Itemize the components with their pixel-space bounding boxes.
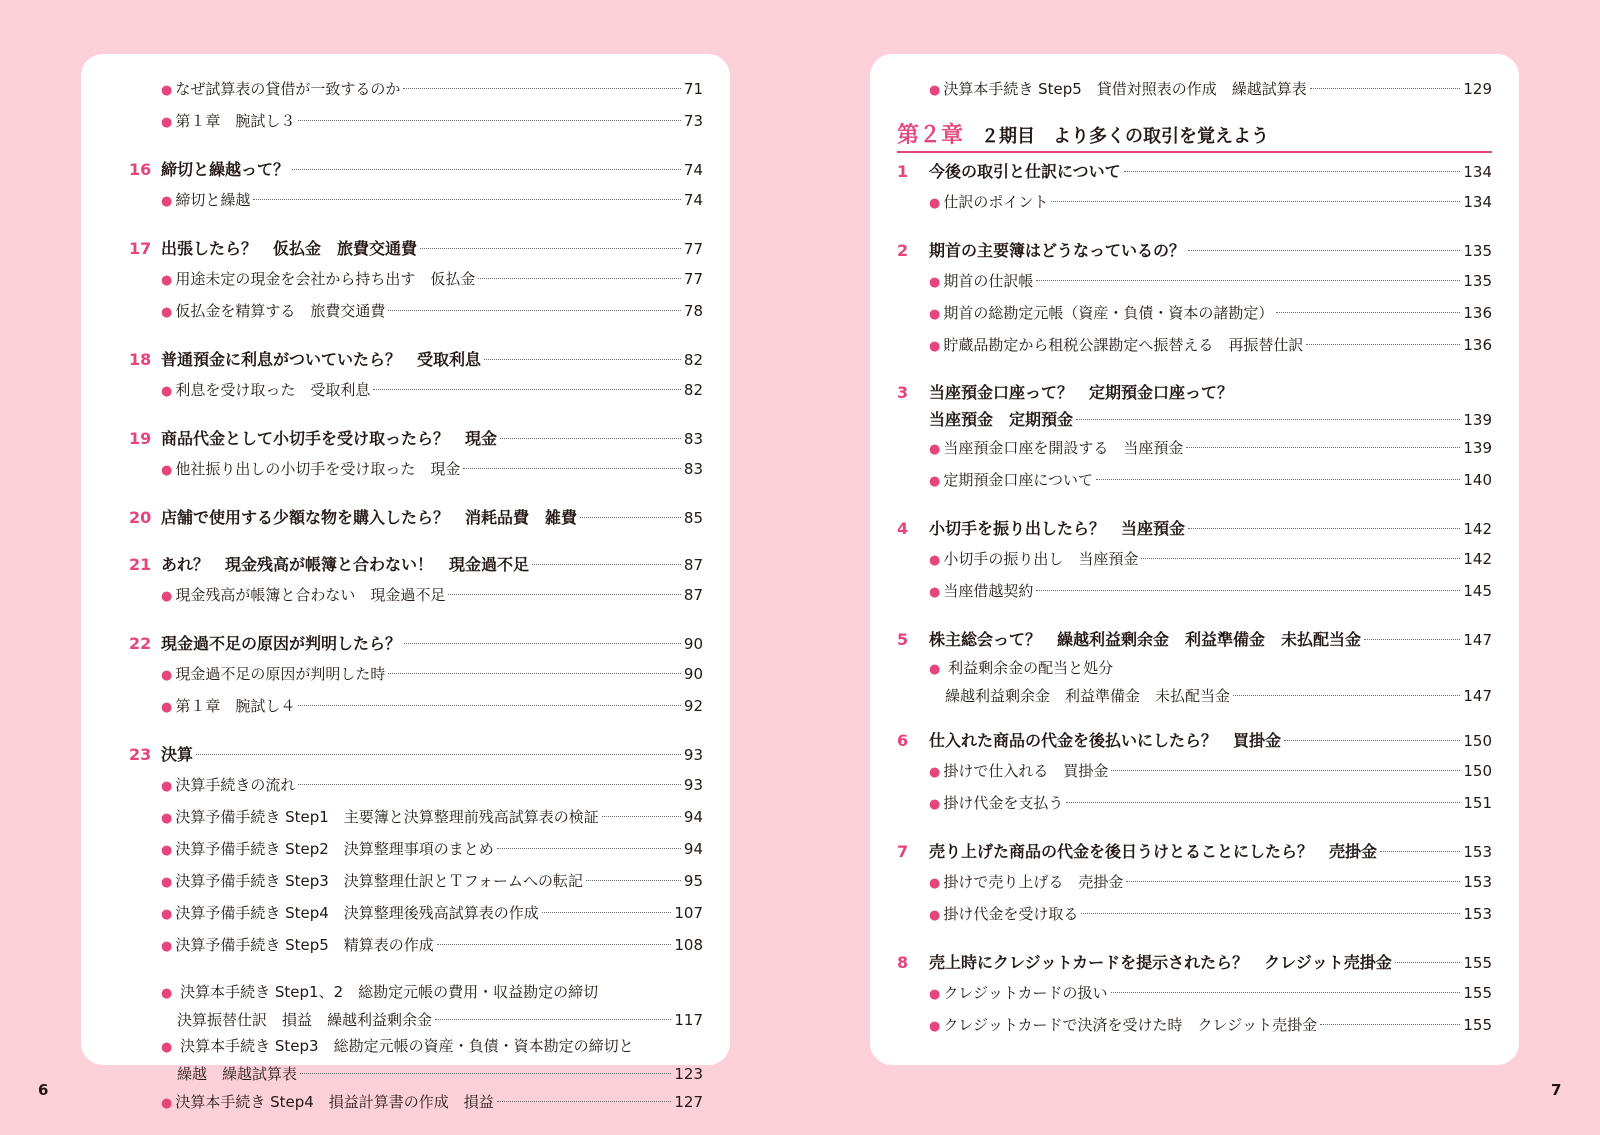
- toc-page-number: 153: [1463, 905, 1492, 923]
- bullet-icon: ●: [929, 474, 941, 489]
- leader-dots: [388, 673, 681, 674]
- bullet-icon: ●: [929, 196, 941, 211]
- leader-dots: [435, 1019, 671, 1020]
- toc-page-number: 134: [1463, 193, 1492, 211]
- leader-dots: [420, 248, 681, 249]
- bullet-icon: ●: [161, 1096, 173, 1111]
- toc-page-number: 147: [1463, 631, 1492, 649]
- toc-page-number: 153: [1463, 873, 1492, 891]
- toc-page-number: 71: [683, 80, 703, 98]
- bullet-icon: ●: [929, 987, 941, 1002]
- leader-dots: [1111, 992, 1461, 993]
- toc-item-title: 掛け代金を受け取る: [943, 905, 1079, 923]
- section-title: 決算: [161, 745, 194, 764]
- chapter-heading: [897, 118, 1492, 153]
- toc-item-multiline[interactable]: [129, 1033, 703, 1087]
- leader-dots: [1036, 280, 1460, 281]
- toc-item[interactable]: [129, 296, 703, 328]
- toc-item[interactable]: [897, 1010, 1492, 1042]
- toc-item[interactable]: [129, 802, 703, 834]
- toc-page-number: 94: [683, 808, 703, 826]
- toc-page-number: 74: [683, 191, 703, 209]
- toc-section-heading[interactable]: [129, 424, 703, 454]
- toc-item-title-continued: 決算振替仕訳 損益 繰越利益剰余金: [177, 1011, 433, 1029]
- bullet-icon: ●: [161, 986, 173, 1001]
- toc-item[interactable]: [129, 580, 703, 612]
- toc-page-number: 90: [683, 635, 703, 653]
- leader-dots: [1081, 913, 1460, 914]
- bullet-icon: ●: [161, 700, 173, 715]
- toc-page-number: 147: [1463, 687, 1492, 705]
- bullet-icon: ●: [929, 876, 941, 891]
- leader-dots: [1306, 344, 1460, 345]
- toc-page-number: 153: [1463, 843, 1492, 861]
- toc-item-multiline[interactable]: [129, 979, 703, 1033]
- bullet-icon: ●: [929, 442, 941, 457]
- toc-page-number: 90: [683, 665, 703, 683]
- toc-item-title: 貯蔵品勘定から租税公課勘定へ振替える 再振替仕訳: [943, 336, 1304, 354]
- toc-item-title: 小切手の振り出し 当座預金: [943, 550, 1139, 568]
- toc-item[interactable]: [897, 899, 1492, 931]
- toc-page-number: 95: [683, 872, 703, 890]
- section-title: 仕入れた商品の代金を後払いにしたら？ 買掛金: [929, 731, 1282, 750]
- section-title: 現金過不足の原因が判明したら？: [161, 634, 402, 653]
- leader-dots: [500, 438, 681, 439]
- leader-dots: [253, 199, 681, 200]
- leader-dots: [1284, 740, 1460, 741]
- section-number: 20: [129, 508, 152, 527]
- leader-dots: [1076, 419, 1460, 420]
- toc-page-number: 87: [683, 586, 703, 604]
- toc-item[interactable]: [129, 106, 703, 138]
- page-number-left: 6: [38, 1081, 49, 1099]
- toc-section: [129, 155, 703, 217]
- toc-page-number: 108: [674, 936, 703, 954]
- leader-dots: [1124, 171, 1461, 172]
- bullet-icon: ●: [161, 875, 173, 890]
- toc-item[interactable]: [129, 834, 703, 866]
- toc-item-title: 決算本手続き Step1、2 総勘定元帳の費用・収益勘定の締切: [180, 983, 599, 1001]
- toc-page-number: 93: [683, 746, 703, 764]
- chapter-label: 第２章: [897, 123, 964, 148]
- leader-dots: [1188, 528, 1460, 529]
- leader-dots: [1126, 881, 1460, 882]
- leader-dots: [298, 784, 681, 785]
- leader-dots: [298, 120, 681, 121]
- section-number: 17: [129, 239, 152, 258]
- toc-page-number: 136: [1463, 336, 1492, 354]
- leader-dots: [1276, 312, 1460, 313]
- toc-section-heading[interactable]: [897, 514, 1492, 544]
- section-title: 普通預金に利息がついていたら？ 受取利息: [161, 350, 482, 369]
- toc-item-title: 第１章 腕試し４: [175, 697, 296, 715]
- toc-page-number: 77: [683, 240, 703, 258]
- toc-page-number: 134: [1463, 163, 1492, 181]
- toc-item-title: 決算予備手続き Step5 精算表の作成: [175, 936, 434, 954]
- toc-page-number: 82: [683, 381, 703, 399]
- leader-dots: [298, 705, 681, 706]
- bullet-icon: ●: [929, 339, 941, 354]
- toc-item-title: 決算手続きの流れ: [175, 776, 296, 794]
- section-title: 店舗で使用する少額な物を購入したら？ 消耗品費 雑費: [161, 508, 578, 527]
- toc-page-number: 74: [683, 161, 703, 179]
- toc-item[interactable]: [129, 1087, 703, 1119]
- toc-item-title: 他社振り出しの小切手を受け取った 現金: [175, 460, 461, 478]
- toc-section: [897, 625, 1492, 709]
- toc-item-title-continued: 繰越 繰越試算表: [177, 1065, 298, 1083]
- leader-dots: [602, 816, 681, 817]
- bullet-icon: ●: [161, 83, 173, 98]
- toc-item[interactable]: [897, 187, 1492, 219]
- toc-page-number: 150: [1463, 762, 1492, 780]
- bullet-icon: ●: [161, 463, 173, 478]
- bullet-icon: ●: [161, 273, 173, 288]
- left-page: [81, 54, 730, 1111]
- toc-item[interactable]: [897, 756, 1492, 788]
- section-number: 21: [129, 555, 152, 574]
- toc-item-title: 決算本手続き Step3 総勘定元帳の資産・負債・資本勘定の締切と: [180, 1037, 634, 1055]
- toc-item[interactable]: [897, 465, 1492, 497]
- section-title: 出張したら？ 仮払金 旅費交通費: [161, 239, 418, 258]
- page-number-right: 7: [1551, 1081, 1562, 1099]
- leader-dots: [1111, 770, 1460, 771]
- toc-item[interactable]: [129, 264, 703, 296]
- section-number: 16: [129, 160, 152, 179]
- toc-item[interactable]: [129, 454, 703, 486]
- toc-section: [129, 550, 703, 612]
- toc-item[interactable]: [897, 74, 1492, 106]
- toc-section: [897, 514, 1492, 608]
- toc-section: [129, 234, 703, 328]
- leader-dots: [532, 564, 681, 565]
- leader-dots: [1380, 851, 1460, 852]
- toc-item-title: 第１章 腕試し３: [175, 112, 296, 130]
- toc-item-title: 利益剰余金の配当と処分: [948, 659, 1114, 677]
- toc-item[interactable]: [129, 185, 703, 217]
- section-number: 23: [129, 745, 152, 764]
- toc-section: [129, 345, 703, 407]
- toc-sections-right-c: [897, 726, 1492, 1042]
- toc-page-number: 135: [1463, 272, 1492, 290]
- leader-dots: [1320, 1024, 1460, 1025]
- toc-section: [897, 236, 1492, 362]
- toc-item-title: 決算本手続き Step4 損益計算書の作成 損益: [175, 1093, 494, 1111]
- toc-item-title: 定期預金口座について: [943, 471, 1094, 489]
- section-title: 株主総会って？ 繰越利益剰余金 利益準備金 未払配当金: [929, 630, 1362, 649]
- toc-page-number: 139: [1463, 439, 1492, 457]
- bullet-icon: ●: [161, 115, 173, 130]
- leader-dots: [196, 754, 681, 755]
- toc-item[interactable]: [897, 544, 1492, 576]
- toc-item[interactable]: [897, 978, 1492, 1010]
- toc-section-heading[interactable]: [897, 726, 1492, 756]
- toc-item-title: 期首の総勘定元帳（資産・負債・資本の諸勘定）: [943, 304, 1274, 322]
- toc-page-number: 73: [683, 112, 703, 130]
- leader-dots: [1051, 201, 1460, 202]
- toc-item[interactable]: [897, 433, 1492, 465]
- toc-sections-right-a: [897, 157, 1492, 362]
- toc-section: [129, 424, 703, 486]
- toc-page-number: 117: [674, 1011, 703, 1029]
- leader-dots: [437, 944, 672, 945]
- bullet-icon: ●: [161, 779, 173, 794]
- toc-item-title: 現金過不足の原因が判明した時: [175, 665, 386, 683]
- bullet-icon: ●: [161, 194, 173, 209]
- section-title: 小切手を振り出したら？ 当座預金: [929, 519, 1186, 538]
- toc-item-title: 決算予備手続き Step1 主要簿と決算整理前残高試算表の検証: [175, 808, 599, 826]
- toc-section-heading[interactable]: [129, 550, 703, 580]
- leader-dots: [1364, 639, 1460, 640]
- toc-section: [897, 379, 1492, 497]
- toc-item-title: 現金残高が帳簿と合わない 現金過不足: [175, 586, 446, 604]
- section-number: 22: [129, 634, 152, 653]
- toc-page-number: 127: [674, 1093, 703, 1111]
- toc-section-heading[interactable]: [897, 837, 1492, 867]
- toc-multi-items: [129, 979, 703, 1119]
- toc-page-number: 129: [1463, 80, 1492, 98]
- section-title: 締切と繰越って？: [161, 160, 290, 179]
- leader-dots: [1310, 88, 1461, 89]
- section-number: 19: [129, 429, 152, 448]
- section-number: 8: [897, 953, 909, 972]
- section-title: 商品代金として小切手を受け取ったら？ 現金: [161, 429, 498, 448]
- toc-item-title: 仕訳のポイント: [943, 193, 1049, 211]
- toc-section: [129, 740, 703, 962]
- toc-page-number: 78: [683, 302, 703, 320]
- section-number: 4: [897, 519, 909, 538]
- toc-item-title: 当座借越契約: [943, 582, 1034, 600]
- bullet-icon: ●: [929, 765, 941, 780]
- toc-page-number: 94: [683, 840, 703, 858]
- toc-page-number: 150: [1463, 732, 1492, 750]
- section-number: 2: [897, 241, 909, 260]
- section-title: 売り上げた商品の代金を後日うけとることにしたら？ 売掛金: [929, 842, 1378, 861]
- toc-page-number: 87: [683, 556, 703, 574]
- toc-item-title: 締切と繰越: [175, 191, 251, 209]
- toc-page-number: 142: [1463, 550, 1492, 568]
- toc-item[interactable]: [897, 576, 1492, 608]
- toc-item[interactable]: [897, 788, 1492, 820]
- toc-page-number: 151: [1463, 794, 1492, 812]
- section-title: 今後の取引と仕訳について: [929, 162, 1121, 181]
- section-title: あれ？ 現金残高が帳簿と合わない！ 現金過不足: [161, 555, 530, 574]
- toc-item-title: 用途未定の現金を会社から持ち出す 仮払金: [175, 270, 476, 288]
- leader-dots: [1066, 802, 1460, 803]
- toc-item-title: 仮払金を精算する 旅費交通費: [175, 302, 386, 320]
- toc-section: [129, 503, 703, 533]
- bullet-icon: ●: [929, 662, 941, 677]
- leader-dots: [1233, 695, 1460, 696]
- toc-section-heading[interactable]: [897, 379, 1492, 407]
- toc-section-heading[interactable]: [129, 234, 703, 264]
- toc-item-multiline[interactable]: [897, 655, 1492, 709]
- leader-dots: [292, 169, 681, 170]
- section-title: 当座預金口座って？ 定期預金口座って？: [929, 383, 1234, 402]
- bullet-icon: ●: [929, 83, 941, 98]
- leader-dots: [373, 389, 681, 390]
- leader-dots: [586, 880, 681, 881]
- leader-dots: [463, 468, 681, 469]
- toc-item-title: 決算予備手続き Step2 決算整理事項のまとめ: [175, 840, 494, 858]
- toc-section-heading[interactable]: [129, 629, 703, 659]
- toc-item-title: 決算本手続き Step5 貸借対照表の作成 繰越試算表: [943, 80, 1307, 98]
- leader-dots: [497, 1101, 672, 1102]
- bullet-icon: ●: [929, 553, 941, 568]
- toc-page-number: 85: [683, 509, 703, 527]
- leader-dots: [1395, 962, 1461, 963]
- toc-item[interactable]: [129, 659, 703, 691]
- leader-dots: [580, 517, 681, 518]
- toc-section: [897, 726, 1492, 820]
- section-number: 18: [129, 350, 152, 369]
- toc-section-heading[interactable]: [129, 155, 703, 185]
- right-page: [870, 54, 1519, 1065]
- toc-section-heading[interactable]: [897, 236, 1492, 266]
- toc-item[interactable]: [129, 770, 703, 802]
- toc-page-number: 135: [1463, 242, 1492, 260]
- toc-item-title: クレジットカードの扱い: [943, 984, 1108, 1002]
- toc-item-title: 当座預金口座を開設する 当座預金: [943, 439, 1184, 457]
- toc-section: [897, 837, 1492, 931]
- toc-item[interactable]: [129, 898, 703, 930]
- leader-dots: [388, 310, 681, 311]
- toc-section-heading[interactable]: [129, 740, 703, 770]
- toc-section: [129, 629, 703, 723]
- section-title: 売上時にクレジットカードを提示されたら？ クレジット売掛金: [929, 953, 1392, 972]
- bullet-icon: ●: [161, 907, 173, 922]
- toc-item[interactable]: [129, 375, 703, 407]
- toc-page-number: 77: [683, 270, 703, 288]
- leader-dots: [1036, 590, 1460, 591]
- toc-item[interactable]: [129, 930, 703, 962]
- bullet-icon: ●: [161, 668, 173, 683]
- bullet-icon: ●: [929, 307, 941, 322]
- bullet-icon: ●: [161, 1040, 173, 1055]
- toc-item-title: なぜ試算表の貸借が一致するのか: [175, 80, 401, 98]
- toc-page-number: 155: [1463, 1016, 1492, 1034]
- toc-item-title: クレジットカードで決済を受けた時 クレジット売掛金: [943, 1016, 1318, 1034]
- leader-dots: [497, 848, 681, 849]
- toc-page-number: 142: [1463, 520, 1492, 538]
- toc-page-number: 139: [1463, 411, 1492, 429]
- bullet-icon: ●: [161, 843, 173, 858]
- leader-dots: [1096, 479, 1460, 480]
- leader-dots: [403, 88, 681, 89]
- toc-section-heading[interactable]: [129, 345, 703, 375]
- toc-section-heading-continued[interactable]: [897, 407, 1492, 433]
- toc-page-number: 155: [1463, 984, 1492, 1002]
- leader-dots: [1141, 558, 1460, 559]
- toc-item-title: 掛けで仕入れる 買掛金: [943, 762, 1109, 780]
- section-number: 5: [897, 630, 909, 649]
- bullet-icon: ●: [929, 1019, 941, 1034]
- toc-item-title: 掛けで売り上げる 売掛金: [943, 873, 1124, 891]
- toc-item[interactable]: [897, 330, 1492, 362]
- toc-item[interactable]: [129, 74, 703, 106]
- toc-item-title-continued: 繰越利益剰余金 利益準備金 未払配当金: [945, 687, 1231, 705]
- leader-dots: [542, 912, 672, 913]
- toc-section: [897, 948, 1492, 1042]
- toc-page-number: 107: [674, 904, 703, 922]
- section-number: 1: [897, 162, 909, 181]
- leader-dots: [484, 359, 681, 360]
- toc-section-heading[interactable]: [897, 157, 1492, 187]
- section-number: 6: [897, 731, 909, 750]
- toc-item[interactable]: [129, 691, 703, 723]
- leader-dots: [478, 278, 681, 279]
- toc-page-number: 93: [683, 776, 703, 794]
- toc-page-number: 82: [683, 351, 703, 369]
- leader-dots: [404, 643, 681, 644]
- toc-page-number: 83: [683, 430, 703, 448]
- leader-dots: [300, 1073, 671, 1074]
- toc-sections-right-b: [897, 514, 1492, 608]
- toc-item[interactable]: [897, 266, 1492, 298]
- toc-item[interactable]: [129, 866, 703, 898]
- section-number: 7: [897, 842, 909, 861]
- bullet-icon: ●: [161, 811, 173, 826]
- toc-item-title: 決算予備手続き Step3 決算整理仕訳とＴフォームへの転記: [175, 872, 584, 890]
- toc-section-heading[interactable]: [129, 503, 703, 533]
- chapter-title: ２期目 より多くの取引を覚えよう: [981, 126, 1270, 147]
- leader-dots: [1186, 447, 1460, 448]
- leader-dots: [448, 594, 681, 595]
- section-title-continued: 当座預金 定期預金: [929, 410, 1074, 429]
- bullet-icon: ●: [929, 908, 941, 923]
- bullet-icon: ●: [161, 384, 173, 399]
- toc-item[interactable]: [897, 298, 1492, 330]
- toc-page-number: 145: [1463, 582, 1492, 600]
- bullet-icon: ●: [929, 275, 941, 290]
- toc-item-title: 期首の仕訳帳: [943, 272, 1034, 290]
- toc-page-number: 136: [1463, 304, 1492, 322]
- bullet-icon: ●: [161, 589, 173, 604]
- bullet-icon: ●: [929, 585, 941, 600]
- bullet-icon: ●: [161, 305, 173, 320]
- toc-page-number: 92: [683, 697, 703, 715]
- toc-section: [897, 157, 1492, 219]
- toc-section-heading[interactable]: [897, 948, 1492, 978]
- section-number: 3: [897, 383, 909, 402]
- toc-sections-left: [129, 155, 703, 962]
- toc-page-number: 83: [683, 460, 703, 478]
- toc-item-title: 決算予備手続き Step4 決算整理後残高試算表の作成: [175, 904, 539, 922]
- toc-page-number: 155: [1463, 954, 1492, 972]
- toc-page-number: 123: [674, 1065, 703, 1083]
- toc-pre-items: [129, 74, 703, 138]
- toc-page-number: 140: [1463, 471, 1492, 489]
- bullet-icon: ●: [161, 939, 173, 954]
- toc-item-title: 利息を受け取った 受取利息: [175, 381, 371, 399]
- toc-section-heading[interactable]: [897, 625, 1492, 655]
- leader-dots: [1188, 250, 1460, 251]
- bullet-icon: ●: [929, 797, 941, 812]
- toc-item[interactable]: [897, 867, 1492, 899]
- toc-item-title: 掛け代金を支払う: [943, 794, 1064, 812]
- section-title: 期首の主要簿はどうなっているの？: [929, 241, 1186, 260]
